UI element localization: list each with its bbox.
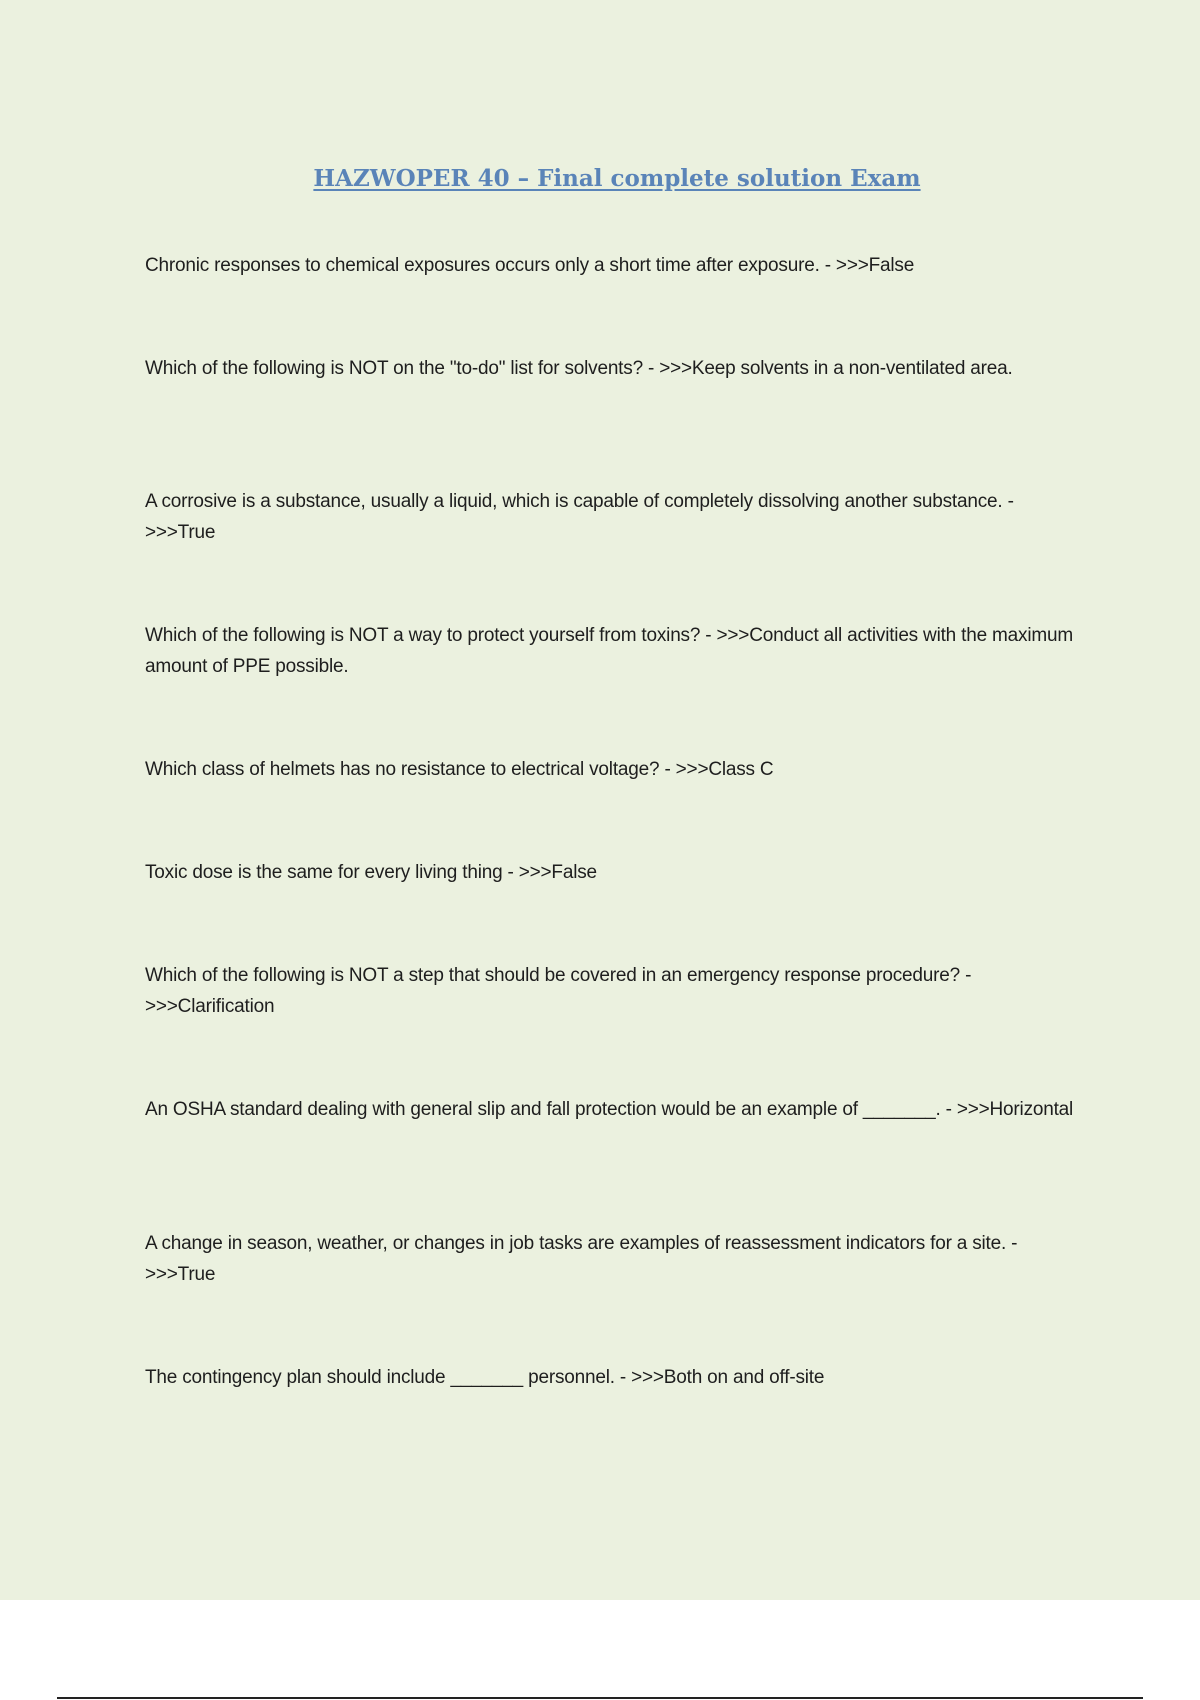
qa-item-10: The contingency plan should include _______ personnel. - >>>Both on and off-site	[145, 1367, 825, 1388]
qa-item-3: A corrosive is a substance, usually a liquid, which is capable of completely dissolving another substance. - >>>True	[145, 491, 1014, 543]
footer-divider	[57, 1697, 1143, 1699]
qa-item-6: Toxic dose is the same for every living thing - >>>False	[145, 862, 597, 883]
qa-item-4: Which of the following is NOT a way to protect yourself from toxins? - >>>Conduct all activities with the maximum amount of PPE possible.	[145, 625, 1073, 677]
qa-item-5: Which class of helmets has no resistance to electrical voltage? - >>>Class C	[145, 759, 774, 780]
qa-item-9: A change in season, weather, or changes in job tasks are examples of reassessment indicators for a site. - >>>True	[145, 1233, 1018, 1285]
qa-item-1: Chronic responses to chemical exposures occurs only a short time after exposure. - >>>False	[145, 255, 915, 276]
qa-item-2: Which of the following is NOT on the "to-do" list for solvents? - >>>Keep solvents in a non-ventilated area.	[145, 358, 1013, 379]
qa-item-7: Which of the following is NOT a step that should be covered in an emergency response procedure? - >>>Clarification	[145, 965, 972, 1017]
qa-item-8: An OSHA standard dealing with general slip and fall protection would be an example of _______. - >>>Horizontal	[145, 1099, 1074, 1120]
document-title: HAZWOPER 40 – Final complete solution Exam	[313, 165, 921, 192]
